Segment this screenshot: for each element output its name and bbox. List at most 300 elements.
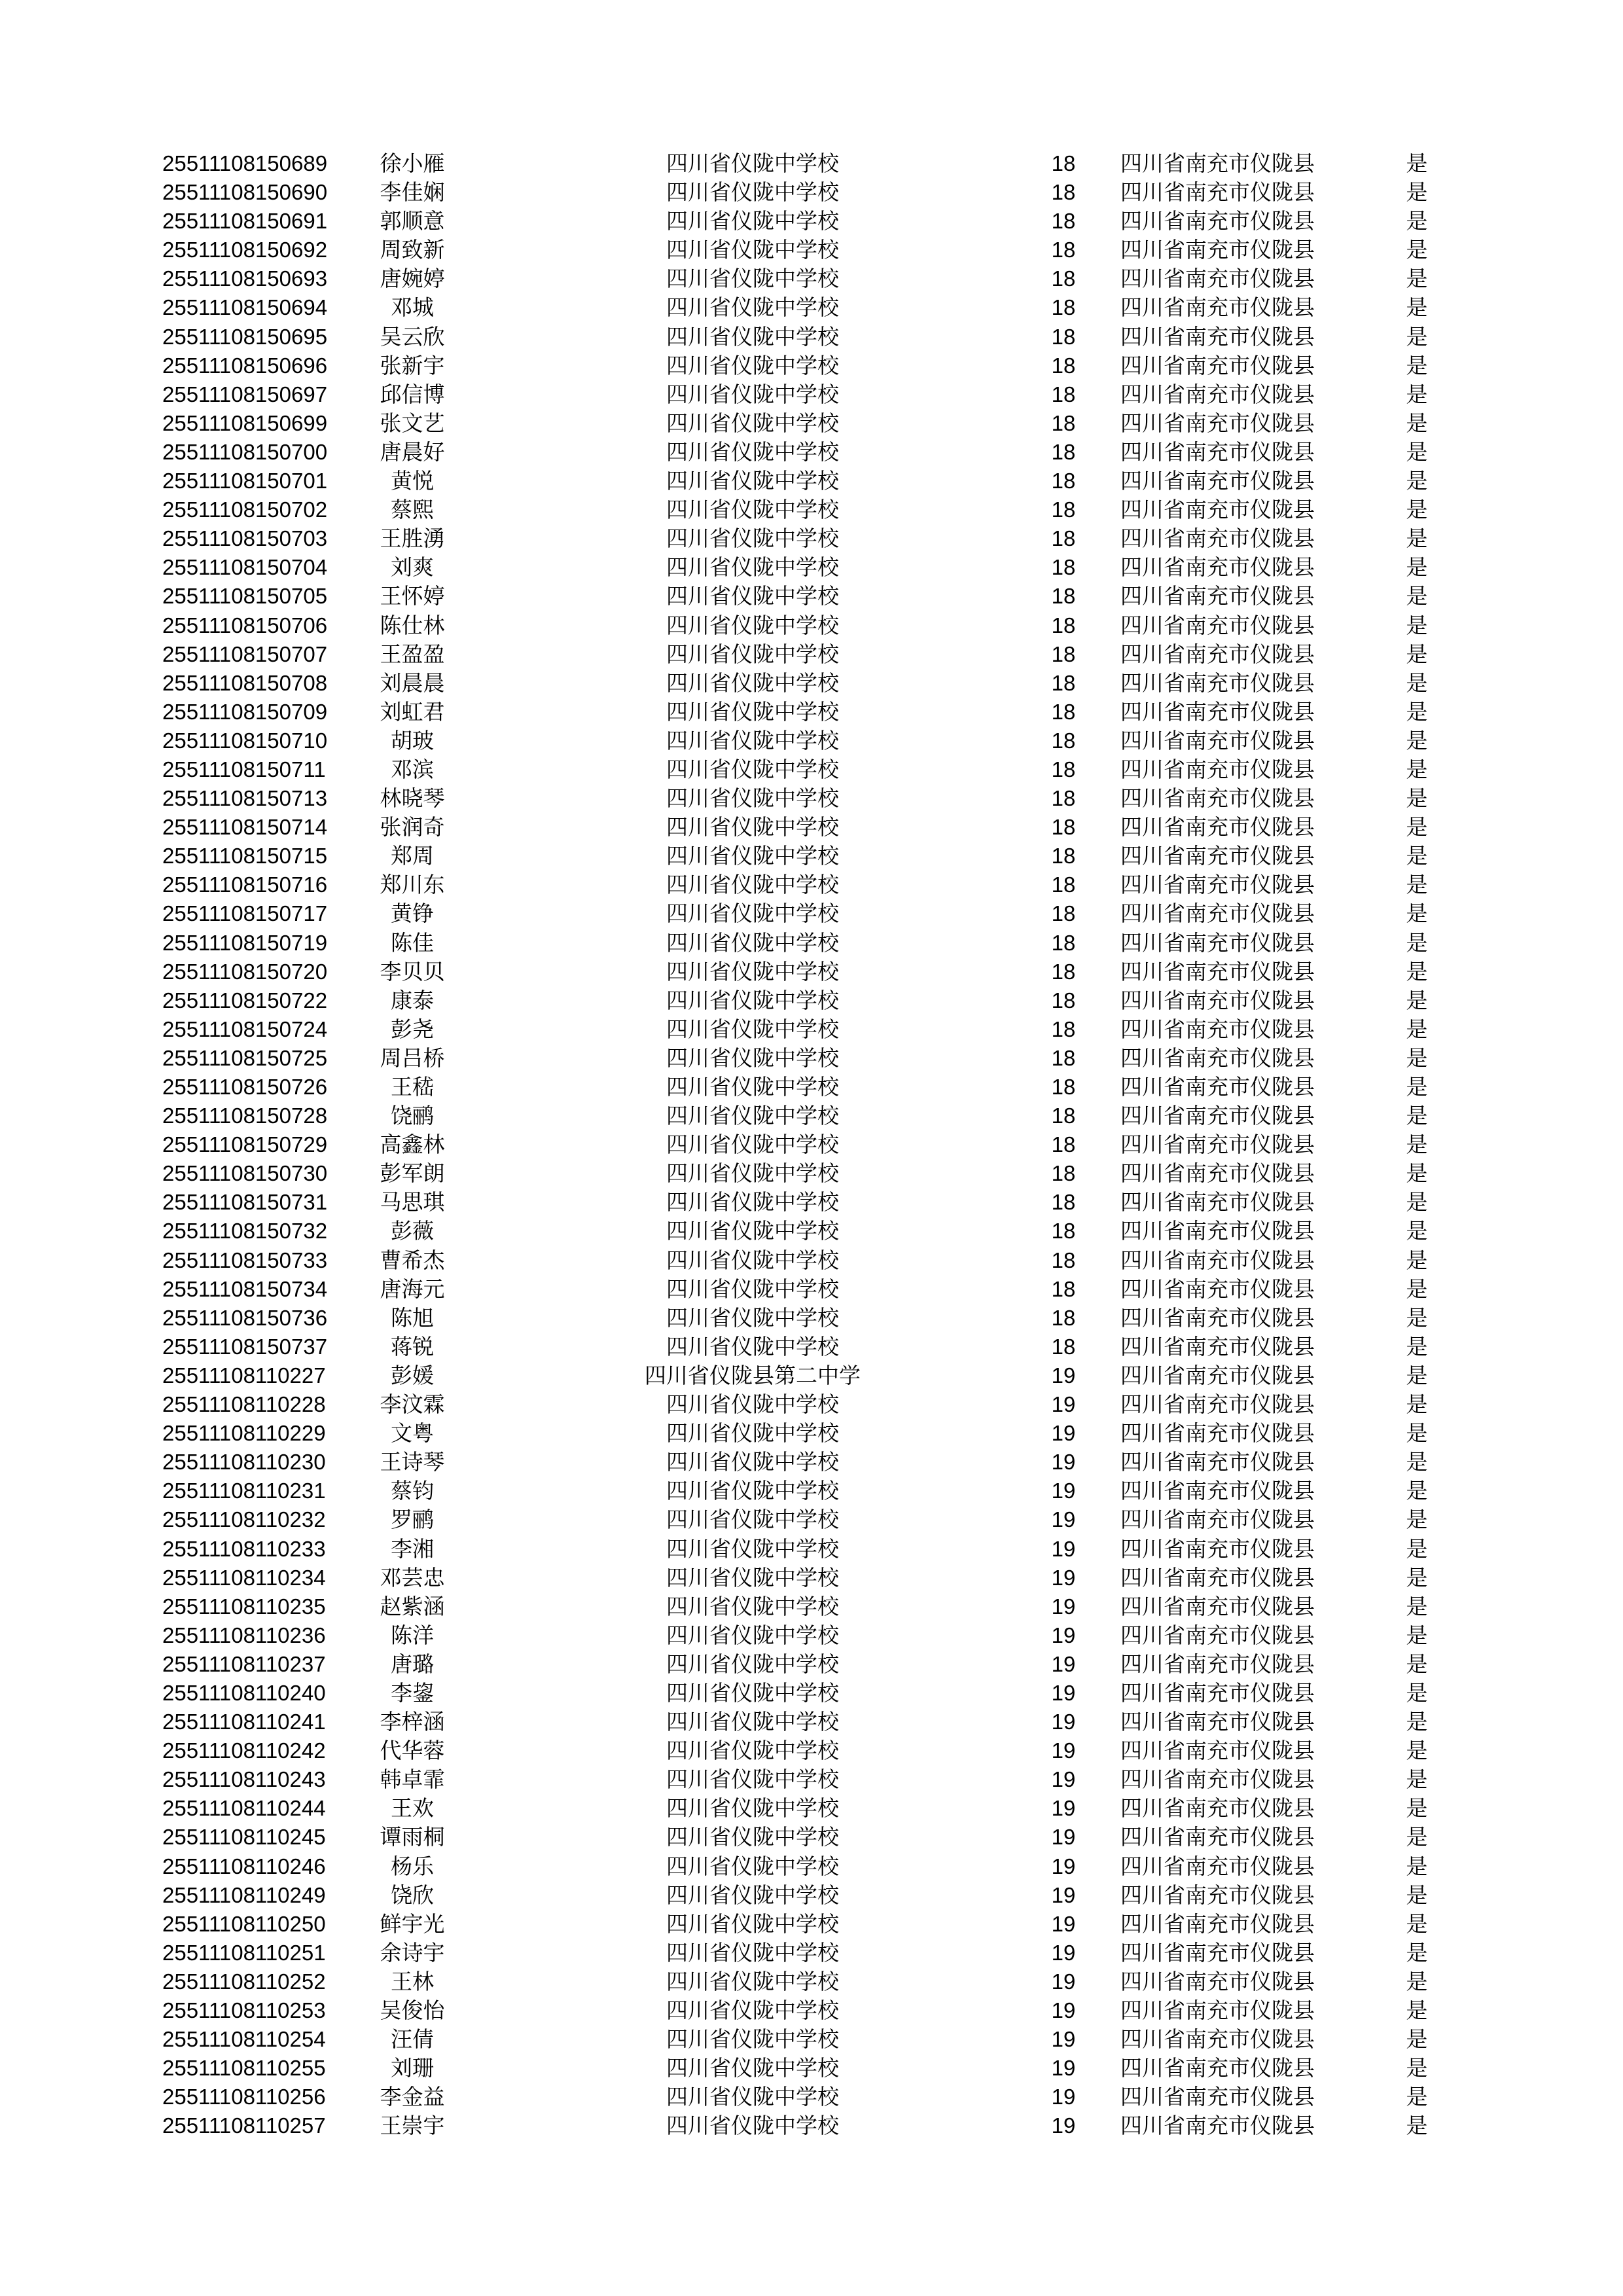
group-number-cell: 19 — [1051, 2056, 1076, 2081]
student-id-cell: 25511108110249 — [162, 1882, 326, 1907]
group-number-cell: 18 — [1051, 1305, 1076, 1330]
table-row — [0, 1650, 1623, 1679]
region-cell: 四川省南充市仪陇县 — [1120, 352, 1315, 378]
school-cell: 四川省仪陇中学校 — [666, 1218, 839, 1244]
student-id-cell: 25511108150690 — [162, 180, 328, 205]
student-name-cell: 陈仕林 — [380, 612, 445, 638]
school-cell: 四川省仪陇中学校 — [666, 1564, 839, 1590]
school-cell: 四川省仪陇中学校 — [666, 237, 839, 263]
school-cell: 四川省仪陇中学校 — [666, 987, 839, 1013]
group-number-cell: 18 — [1051, 469, 1076, 493]
student-name-cell: 林晓琴 — [380, 785, 445, 812]
status-flag-cell: 是 — [1406, 1276, 1428, 1302]
group-number-cell: 19 — [1051, 1450, 1076, 1475]
region-cell: 四川省南充市仪陇县 — [1120, 1535, 1315, 1562]
region-cell: 四川省南充市仪陇县 — [1120, 814, 1315, 840]
table-row — [0, 1015, 1623, 1044]
school-cell: 四川省仪陇中学校 — [666, 1391, 839, 1418]
group-number-cell: 18 — [1051, 699, 1076, 724]
table-row — [0, 380, 1623, 409]
status-flag-cell: 是 — [1406, 1391, 1428, 1418]
region-cell: 四川省南充市仪陇县 — [1120, 958, 1315, 984]
status-flag-cell: 是 — [1406, 208, 1428, 234]
status-flag-cell: 是 — [1406, 439, 1428, 465]
group-number-cell: 19 — [1051, 1998, 1076, 2022]
group-number-cell: 19 — [1051, 1825, 1076, 1850]
status-flag-cell: 是 — [1406, 1593, 1428, 1619]
region-cell: 四川省南充市仪陇县 — [1120, 266, 1315, 292]
student-id-cell: 25511108150704 — [162, 555, 328, 580]
region-cell: 四川省南充市仪陇县 — [1120, 1564, 1315, 1590]
student-name-cell: 王胜湧 — [380, 526, 445, 552]
table-row — [0, 1448, 1623, 1477]
group-number-cell: 18 — [1051, 641, 1076, 666]
student-id-cell: 25511108150691 — [162, 209, 328, 234]
table-row — [0, 1794, 1623, 1823]
status-flag-cell: 是 — [1406, 958, 1428, 984]
status-flag-cell: 是 — [1406, 641, 1428, 667]
status-flag-cell: 是 — [1406, 1074, 1428, 1100]
table-row — [0, 2054, 1623, 2083]
region-cell: 四川省南充市仪陇县 — [1120, 1189, 1315, 1215]
status-flag-cell: 是 — [1406, 1304, 1428, 1331]
school-cell: 四川省仪陇中学校 — [666, 1998, 839, 2023]
student-name-cell: 彭薇 — [391, 1218, 434, 1244]
region-cell: 四川省南充市仪陇县 — [1120, 1939, 1315, 1965]
group-number-cell: 18 — [1051, 555, 1076, 580]
school-cell: 四川省仪陇中学校 — [666, 1276, 839, 1302]
school-cell: 四川省仪陇中学校 — [666, 612, 839, 638]
student-id-cell: 25511108150696 — [162, 353, 328, 378]
region-cell: 四川省南充市仪陇县 — [1120, 323, 1315, 350]
student-name-cell: 李贝贝 — [380, 958, 445, 984]
table-row — [0, 1073, 1623, 1102]
student-id-cell: 25511108110250 — [162, 1911, 326, 1936]
region-cell: 四川省南充市仪陇县 — [1120, 1218, 1315, 1244]
group-number-cell: 18 — [1051, 1103, 1076, 1128]
region-cell: 四川省南充市仪陇县 — [1120, 439, 1315, 465]
student-id-cell: 25511108150699 — [162, 410, 328, 435]
student-id-cell: 25511108110256 — [162, 2085, 326, 2109]
student-name-cell: 文粤 — [391, 1420, 434, 1446]
status-flag-cell: 是 — [1406, 1247, 1428, 1273]
status-flag-cell: 是 — [1406, 1767, 1428, 1793]
school-cell: 四川省仪陇中学校 — [666, 1160, 839, 1187]
group-number-cell: 19 — [1051, 1767, 1076, 1792]
table-row — [0, 149, 1623, 178]
region-cell: 四川省南充市仪陇县 — [1120, 987, 1315, 1013]
region-cell: 四川省南充市仪陇县 — [1120, 756, 1315, 782]
student-name-cell: 蔡熙 — [391, 497, 434, 523]
status-flag-cell: 是 — [1406, 1738, 1428, 1764]
table-row — [0, 899, 1623, 928]
region-cell: 四川省南充市仪陇县 — [1120, 1738, 1315, 1764]
table-row — [0, 726, 1623, 755]
school-cell: 四川省仪陇中学校 — [666, 1795, 839, 1821]
region-cell: 四川省南充市仪陇县 — [1120, 526, 1315, 552]
status-flag-cell: 是 — [1406, 1651, 1428, 1677]
student-name-cell: 邱信博 — [380, 381, 445, 407]
region-cell: 四川省南充市仪陇县 — [1120, 1622, 1315, 1648]
student-name-cell: 杨乐 — [391, 1853, 434, 1879]
student-name-cell: 蒋锐 — [391, 1333, 434, 1359]
table-row — [0, 1823, 1623, 1852]
school-cell: 四川省仪陇中学校 — [666, 381, 839, 407]
group-number-cell: 18 — [1051, 786, 1076, 811]
region-cell: 四川省南充市仪陇县 — [1120, 612, 1315, 638]
school-cell: 四川省仪陇中学校 — [666, 670, 839, 696]
group-number-cell: 18 — [1051, 757, 1076, 781]
student-name-cell: 郑川东 — [380, 872, 445, 898]
student-name-cell: 蔡钧 — [391, 1478, 434, 1504]
region-cell: 四川省南充市仪陇县 — [1120, 1333, 1315, 1359]
group-number-cell: 18 — [1051, 295, 1076, 320]
region-cell: 四川省南充市仪陇县 — [1120, 698, 1315, 725]
school-cell: 四川省仪陇中学校 — [666, 1882, 839, 1908]
status-flag-cell: 是 — [1406, 1189, 1428, 1215]
student-id-cell: 25511108150717 — [162, 901, 328, 926]
status-flag-cell: 是 — [1406, 2055, 1428, 2081]
region-cell: 四川省南充市仪陇县 — [1120, 1016, 1315, 1042]
student-name-cell: 饶欣 — [391, 1882, 434, 1908]
group-number-cell: 18 — [1051, 1075, 1076, 1099]
student-name-cell: 王诗琴 — [380, 1449, 445, 1475]
school-cell: 四川省仪陇中学校 — [666, 2026, 839, 2053]
region-cell: 四川省南充市仪陇县 — [1120, 2026, 1315, 2053]
region-cell: 四川省南充市仪陇县 — [1120, 410, 1315, 436]
region-cell: 四川省南充市仪陇县 — [1120, 901, 1315, 927]
student-id-cell: 25511108150693 — [162, 266, 328, 291]
student-id-cell: 25511108150716 — [162, 872, 328, 897]
status-flag-cell: 是 — [1406, 2113, 1428, 2139]
school-cell: 四川省仪陇中学校 — [666, 843, 839, 869]
student-id-cell: 25511108110255 — [162, 2056, 326, 2081]
student-name-cell: 刘虹君 — [380, 698, 445, 725]
student-id-cell: 25511108150736 — [162, 1305, 328, 1330]
group-number-cell: 18 — [1051, 1334, 1076, 1359]
region-cell: 四川省南充市仪陇县 — [1120, 583, 1315, 609]
region-cell: 四川省南充市仪陇县 — [1120, 381, 1315, 407]
status-flag-cell: 是 — [1406, 872, 1428, 898]
region-cell: 四川省南充市仪陇县 — [1120, 1391, 1315, 1418]
region-cell: 四川省南充市仪陇县 — [1120, 929, 1315, 956]
school-cell: 四川省仪陇中学校 — [666, 1189, 839, 1215]
table-row — [0, 698, 1623, 726]
school-cell: 四川省仪陇中学校 — [666, 1103, 839, 1129]
region-cell: 四川省南充市仪陇县 — [1120, 554, 1315, 581]
student-id-cell: 25511108150732 — [162, 1219, 328, 1244]
school-cell: 四川省仪陇中学校 — [666, 151, 839, 176]
school-cell: 四川省仪陇中学校 — [666, 1709, 839, 1735]
student-name-cell: 郭顺意 — [380, 208, 445, 234]
student-name-cell: 陈洋 — [391, 1622, 434, 1648]
status-flag-cell: 是 — [1406, 381, 1428, 407]
group-number-cell: 18 — [1051, 584, 1076, 609]
region-cell: 四川省南充市仪陇县 — [1120, 843, 1315, 869]
region-cell: 四川省南充市仪陇县 — [1120, 1478, 1315, 1504]
student-id-cell: 25511108150733 — [162, 1247, 328, 1272]
group-number-cell: 18 — [1051, 410, 1076, 435]
student-name-cell: 高鑫林 — [380, 1132, 445, 1158]
status-flag-cell: 是 — [1406, 151, 1428, 176]
group-number-cell: 18 — [1051, 324, 1076, 349]
table-row — [0, 986, 1623, 1015]
student-name-cell: 赵紫涵 — [380, 1593, 445, 1619]
table-row — [0, 323, 1623, 351]
table-row — [0, 524, 1623, 553]
region-cell: 四川省南充市仪陇县 — [1120, 1593, 1315, 1619]
student-name-cell: 吴云欣 — [380, 323, 445, 350]
region-cell: 四川省南充市仪陇县 — [1120, 641, 1315, 667]
status-flag-cell: 是 — [1406, 266, 1428, 292]
student-id-cell: 25511108110231 — [162, 1479, 326, 1503]
student-id-cell: 25511108150706 — [162, 613, 328, 637]
status-flag-cell: 是 — [1406, 901, 1428, 927]
student-name-cell: 李金益 — [380, 2084, 445, 2110]
region-cell: 四川省南充市仪陇县 — [1120, 1767, 1315, 1793]
student-id-cell: 25511108150711 — [162, 757, 326, 781]
student-id-cell: 25511108110235 — [162, 1594, 326, 1619]
status-flag-cell: 是 — [1406, 1824, 1428, 1850]
group-number-cell: 19 — [1051, 1363, 1076, 1388]
group-number-cell: 19 — [1051, 1940, 1076, 1965]
table-row — [0, 755, 1623, 784]
school-cell: 四川省仪陇中学校 — [666, 698, 839, 725]
table-row — [0, 409, 1623, 438]
student-name-cell: 鲜宇光 — [380, 1910, 445, 1937]
status-flag-cell: 是 — [1406, 727, 1428, 753]
student-id-cell: 25511108150714 — [162, 815, 328, 840]
school-cell: 四川省仪陇中学校 — [666, 1622, 839, 1648]
status-flag-cell: 是 — [1406, 785, 1428, 812]
group-number-cell: 19 — [1051, 1651, 1076, 1676]
group-number-cell: 18 — [1051, 266, 1076, 291]
table-row — [0, 1419, 1623, 1448]
region-cell: 四川省南充市仪陇县 — [1120, 1074, 1315, 1100]
table-row — [0, 870, 1623, 899]
group-number-cell: 18 — [1051, 844, 1076, 869]
table-row — [0, 1967, 1623, 1996]
table-row — [0, 1217, 1623, 1246]
group-number-cell: 19 — [1051, 1882, 1076, 1907]
student-name-cell: 汪倩 — [391, 2026, 434, 2053]
school-cell: 四川省仪陇中学校 — [666, 2084, 839, 2110]
school-cell: 四川省仪陇中学校 — [666, 872, 839, 898]
school-cell: 四川省仪陇中学校 — [666, 1968, 839, 1994]
status-flag-cell: 是 — [1406, 1333, 1428, 1359]
school-cell: 四川省仪陇中学校 — [666, 1767, 839, 1793]
group-number-cell: 19 — [1051, 1911, 1076, 1936]
table-row — [0, 1564, 1623, 1592]
group-number-cell: 18 — [1051, 209, 1076, 234]
student-id-cell: 25511108150726 — [162, 1075, 328, 1099]
region-cell: 四川省南充市仪陇县 — [1120, 1276, 1315, 1302]
table-row — [0, 264, 1623, 293]
region-cell: 四川省南充市仪陇县 — [1120, 1795, 1315, 1821]
student-id-cell: 25511108150703 — [162, 526, 328, 551]
region-cell: 四川省南充市仪陇县 — [1120, 2084, 1315, 2110]
region-cell: 四川省南充市仪陇县 — [1120, 1449, 1315, 1475]
student-id-cell: 25511108110243 — [162, 1767, 326, 1792]
school-cell: 四川省仪陇中学校 — [666, 266, 839, 292]
student-id-cell: 25511108110234 — [162, 1565, 326, 1590]
student-name-cell: 邓城 — [391, 295, 434, 321]
group-number-cell: 18 — [1051, 613, 1076, 637]
table-row — [0, 1765, 1623, 1794]
student-name-cell: 吴俊怡 — [380, 1998, 445, 2023]
group-number-cell: 19 — [1051, 2113, 1076, 2138]
school-cell: 四川省仪陇中学校 — [666, 1535, 839, 1562]
status-flag-cell: 是 — [1406, 814, 1428, 840]
table-row — [0, 178, 1623, 207]
school-cell: 四川省仪陇中学校 — [666, 929, 839, 956]
table-row — [0, 1505, 1623, 1534]
table-row — [0, 2111, 1623, 2140]
school-cell: 四川省仪陇中学校 — [666, 1853, 839, 1879]
student-id-cell: 25511108110242 — [162, 1738, 326, 1763]
student-name-cell: 马思琪 — [380, 1189, 445, 1215]
student-id-cell: 25511108150730 — [162, 1161, 328, 1186]
status-flag-cell: 是 — [1406, 237, 1428, 263]
group-number-cell: 19 — [1051, 1854, 1076, 1878]
table-row — [0, 1246, 1623, 1275]
status-flag-cell: 是 — [1406, 468, 1428, 494]
table-row — [0, 784, 1623, 813]
school-cell: 四川省仪陇中学校 — [666, 208, 839, 234]
group-number-cell: 18 — [1051, 1190, 1076, 1215]
table-row — [0, 1708, 1623, 1736]
student-name-cell: 李佳娴 — [380, 179, 445, 206]
region-cell: 四川省南充市仪陇县 — [1120, 1362, 1315, 1388]
table-row — [0, 813, 1623, 842]
group-number-cell: 18 — [1051, 901, 1076, 926]
student-name-cell: 彭军朗 — [380, 1160, 445, 1187]
region-cell: 四川省南充市仪陇县 — [1120, 670, 1315, 696]
table-row — [0, 1881, 1623, 1910]
student-name-cell: 郑周 — [391, 843, 434, 869]
group-number-cell: 18 — [1051, 930, 1076, 955]
student-name-cell: 王林 — [391, 1968, 434, 1994]
student-name-cell: 王怀婷 — [380, 583, 445, 609]
status-flag-cell: 是 — [1406, 2026, 1428, 2053]
student-name-cell: 唐婉婷 — [380, 266, 445, 292]
status-flag-cell: 是 — [1406, 497, 1428, 523]
status-flag-cell: 是 — [1406, 1449, 1428, 1475]
region-cell: 四川省南充市仪陇县 — [1120, 1304, 1315, 1331]
student-id-cell: 25511108150709 — [162, 699, 328, 724]
school-cell: 四川省仪陇中学校 — [666, 410, 839, 436]
group-number-cell: 18 — [1051, 728, 1076, 753]
student-name-cell: 唐晨好 — [380, 439, 445, 465]
table-row — [0, 842, 1623, 870]
school-cell: 四川省仪陇中学校 — [666, 958, 839, 984]
region-cell: 四川省南充市仪陇县 — [1120, 1132, 1315, 1158]
status-flag-cell: 是 — [1406, 295, 1428, 321]
group-number-cell: 18 — [1051, 1016, 1076, 1041]
region-cell: 四川省南充市仪陇县 — [1120, 1247, 1315, 1273]
table-row — [0, 1188, 1623, 1217]
table-row — [0, 293, 1623, 322]
group-number-cell: 19 — [1051, 1796, 1076, 1821]
school-cell: 四川省仪陇中学校 — [666, 1304, 839, 1331]
student-id-cell: 25511108110253 — [162, 1998, 326, 2022]
status-flag-cell: 是 — [1406, 1218, 1428, 1244]
status-flag-cell: 是 — [1406, 1535, 1428, 1562]
status-flag-cell: 是 — [1406, 1103, 1428, 1129]
student-id-cell: 25511108110244 — [162, 1796, 326, 1821]
table-row — [0, 236, 1623, 264]
student-id-cell: 25511108110233 — [162, 1536, 326, 1561]
school-cell: 四川省仪陇中学校 — [666, 1333, 839, 1359]
table-row — [0, 2083, 1623, 2111]
status-flag-cell: 是 — [1406, 1622, 1428, 1648]
region-cell: 四川省南充市仪陇县 — [1120, 1651, 1315, 1677]
school-cell: 四川省仪陇中学校 — [666, 1074, 839, 1100]
student-name-cell: 黄铮 — [391, 901, 434, 927]
student-id-cell: 25511108110257 — [162, 2113, 326, 2138]
table-row — [0, 351, 1623, 380]
school-cell: 四川省仪陇中学校 — [666, 2113, 839, 2139]
student-id-cell: 25511108110229 — [162, 1421, 326, 1446]
group-number-cell: 19 — [1051, 2027, 1076, 2052]
status-flag-cell: 是 — [1406, 756, 1428, 782]
table-row — [0, 1592, 1623, 1621]
status-flag-cell: 是 — [1406, 1160, 1428, 1187]
status-flag-cell: 是 — [1406, 1882, 1428, 1908]
table-row — [0, 1102, 1623, 1130]
status-flag-cell: 是 — [1406, 612, 1428, 638]
table-row — [0, 1852, 1623, 1881]
region-cell: 四川省南充市仪陇县 — [1120, 727, 1315, 753]
student-name-cell: 周吕桥 — [380, 1045, 445, 1071]
group-number-cell: 19 — [1051, 1738, 1076, 1763]
table-row — [0, 1477, 1623, 1505]
status-flag-cell: 是 — [1406, 698, 1428, 725]
table-row — [0, 1621, 1623, 1650]
school-cell: 四川省仪陇中学校 — [666, 727, 839, 753]
region-cell: 四川省南充市仪陇县 — [1120, 151, 1315, 176]
student-id-cell: 25511108110252 — [162, 1969, 326, 1994]
status-flag-cell: 是 — [1406, 323, 1428, 350]
student-id-cell: 25511108150692 — [162, 238, 328, 262]
student-name-cell: 唐海元 — [380, 1276, 445, 1302]
student-id-cell: 25511108150737 — [162, 1334, 328, 1359]
school-cell: 四川省仪陇中学校 — [666, 1593, 839, 1619]
table-row — [0, 958, 1623, 986]
school-cell: 四川省仪陇中学校 — [666, 295, 839, 321]
table-row — [0, 1996, 1623, 2025]
student-name-cell: 王崇宇 — [380, 2113, 445, 2139]
region-cell: 四川省南充市仪陇县 — [1120, 1853, 1315, 1879]
student-name-cell: 陈旭 — [391, 1304, 434, 1331]
table-row — [0, 553, 1623, 582]
school-cell: 四川省仪陇中学校 — [666, 1420, 839, 1446]
roster-table — [0, 149, 1623, 2140]
table-row — [0, 1679, 1623, 1708]
group-number-cell: 18 — [1051, 815, 1076, 840]
status-flag-cell: 是 — [1406, 929, 1428, 956]
school-cell: 四川省仪陇中学校 — [666, 1679, 839, 1706]
group-number-cell: 19 — [1051, 1536, 1076, 1561]
school-cell: 四川省仪陇中学校 — [666, 1910, 839, 1937]
group-number-cell: 18 — [1051, 180, 1076, 205]
region-cell: 四川省南充市仪陇县 — [1120, 179, 1315, 206]
student-id-cell: 25511108150719 — [162, 930, 328, 955]
status-flag-cell: 是 — [1406, 1507, 1428, 1533]
group-number-cell: 19 — [1051, 1479, 1076, 1503]
group-number-cell: 18 — [1051, 353, 1076, 378]
student-id-cell: 25511108110236 — [162, 1623, 326, 1647]
